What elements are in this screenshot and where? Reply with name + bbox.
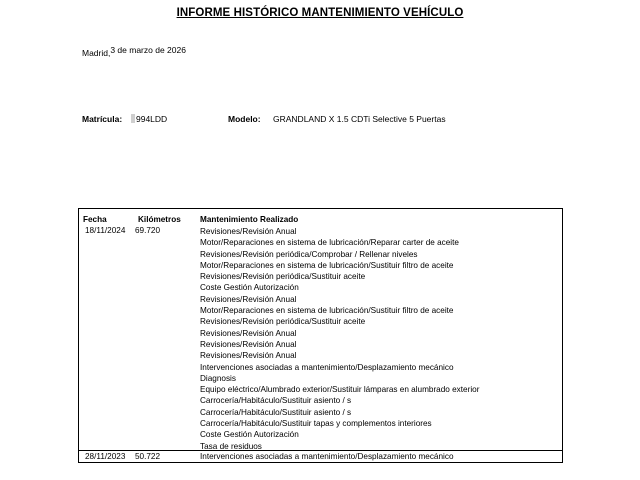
list-item: Coste Gestión Autorización [200, 283, 299, 293]
list-item: Revisiones/Revisión periódica/Sustituir aceite [200, 317, 366, 327]
list-item: Tasa de residuos [200, 441, 262, 451]
list-item: Diagnosis [200, 373, 236, 383]
entry-date: 18/11/2024 [85, 226, 126, 235]
report-date: 3 de marzo de 2026 [110, 45, 186, 55]
list-item: Motor/Reparaciones en sistema de lubricación/Sustituir filtro de aceite [200, 306, 454, 316]
list-item: Equipo eléctrico/Alumbrado exterior/Sustituir lámparas en alumbrado exterior [200, 385, 480, 395]
list-item: Carrocería/Habitáculo/Sustituir tapas y complementos interiores [200, 419, 432, 429]
list-item: Carrocería/Habitáculo/Sustituir asiento / s [200, 396, 352, 406]
list-item: Revisiones/Revisión Anual [200, 294, 297, 304]
list-item: Revisiones/Revisión Anual [200, 227, 297, 236]
entry-km: 50.722 [135, 452, 161, 461]
entry-date: 28/11/2023 [85, 452, 126, 461]
list-item: Revisiones/Revisión periódica/Sustituir aceite [200, 272, 366, 282]
row-divider [79, 450, 562, 451]
list-item: Motor/Reparaciones en sistema de lubricación/Reparar carter de aceite [200, 238, 459, 248]
header-date: Fecha [83, 215, 107, 224]
report-date-line [82, 45, 186, 58]
plate-label: Matrícula: [82, 114, 123, 124]
list-item: Carrocería/Habitáculo/Sustituir asiento / s [200, 407, 352, 417]
model-value: GRANDLAND X 1.5 CDTi Selective 5 Puertas [273, 114, 446, 124]
list-item: Revisiones/Revisión periódica/Comprobar / Rellenar niveles [200, 249, 418, 259]
maintenance-items-list [200, 226, 479, 452]
header-km: Kilómetros [138, 215, 181, 224]
report-title: INFORME HISTÓRICO MANTENIMIENTO VEHÍCULO [176, 7, 464, 19]
header-maintenance: Mantenimiento Realizado [200, 215, 299, 224]
report-place: Madrid, [82, 48, 111, 58]
list-item: Intervenciones asociadas a mantenimiento/Desplazamiento mecánico [200, 362, 454, 372]
maintenance-table [78, 208, 563, 463]
plate-value-wrap [131, 114, 167, 124]
list-item: Revisiones/Revisión Anual [200, 328, 297, 338]
list-item: Coste Gestión Autorización [200, 430, 299, 440]
list-item: Intervenciones asociadas a mantenimiento/Desplazamiento mecánico [200, 452, 454, 461]
entry-km: 69.720 [135, 226, 161, 235]
list-item: Revisiones/Revisión Anual [200, 351, 297, 361]
model-label: Modelo: [228, 114, 261, 124]
plate-value: 994LDD [136, 114, 168, 124]
redaction-mark [131, 114, 135, 123]
list-item: Revisiones/Revisión Anual [200, 339, 297, 349]
list-item: Motor/Reparaciones en sistema de lubricación/Sustituir filtro de aceite [200, 260, 454, 270]
